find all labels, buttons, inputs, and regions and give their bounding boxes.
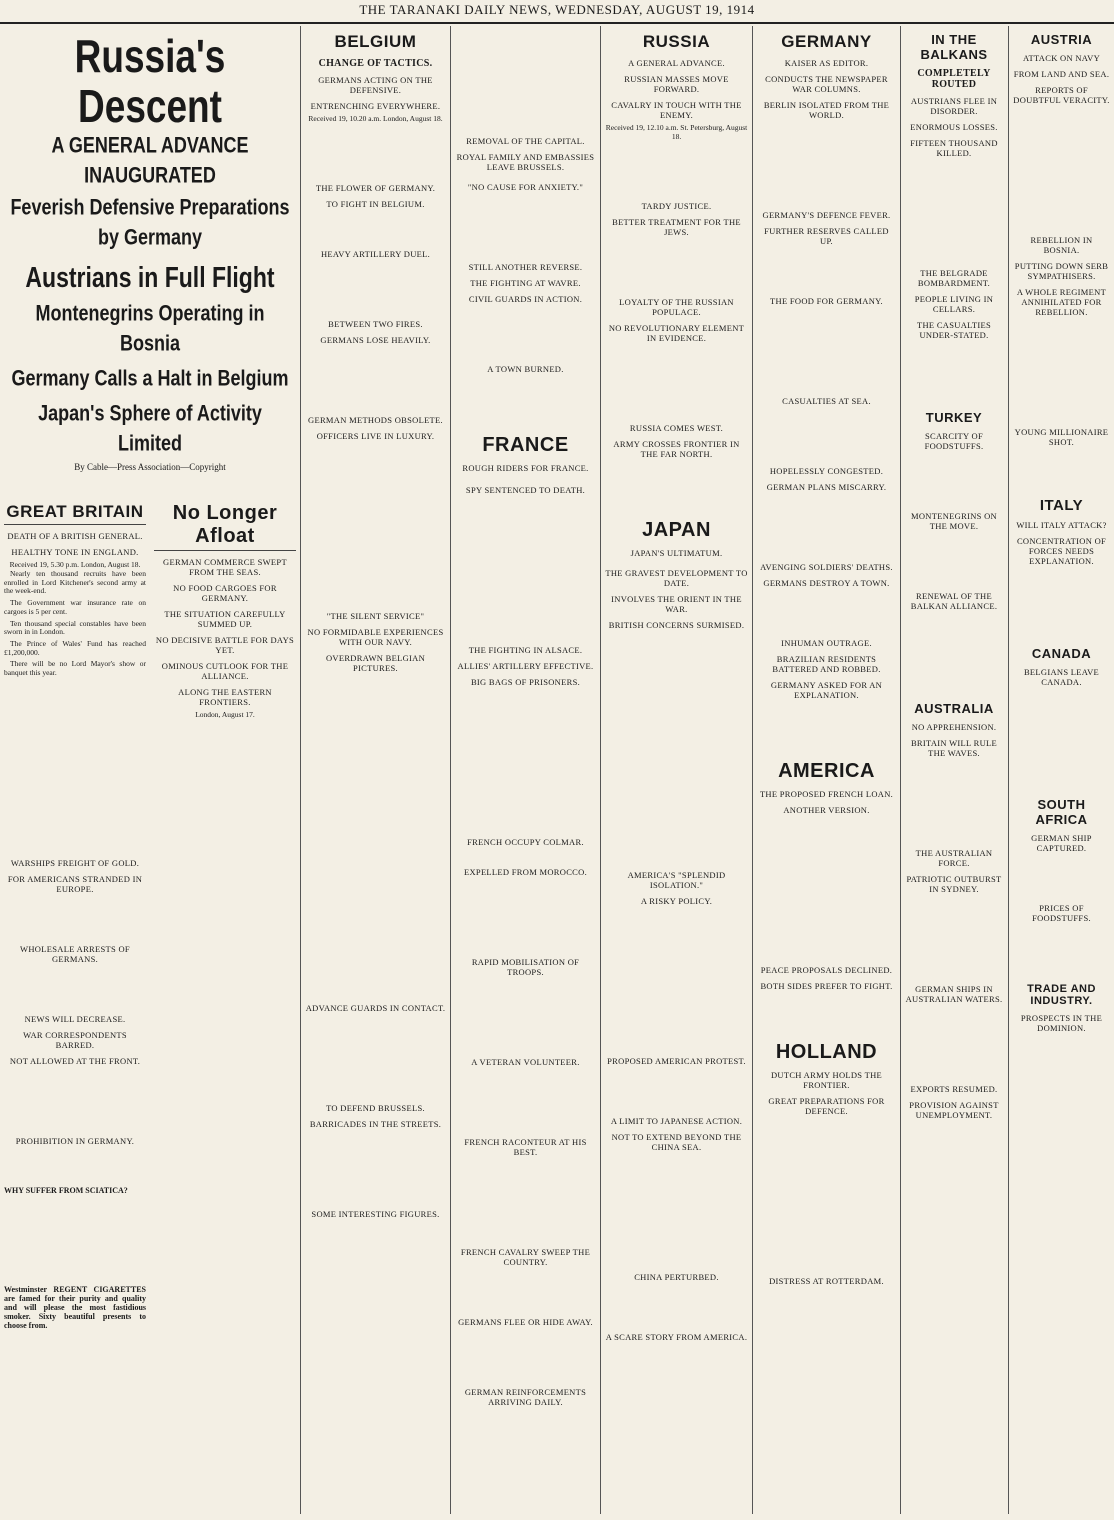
subheading: BELGIANS LEAVE CANADA. [1023,667,1100,687]
subheading: ALLIES' ARTILLERY EFFECTIVE. [457,661,594,671]
subheading: LOYALTY OF THE RUSSIAN POPULACE. [619,297,734,317]
subheading: ADVANCE GUARDS IN CONTACT. [305,1003,446,1013]
subheading: THE GRAVEST DEVELOPMENT TO DATE. [605,568,748,588]
subheading: INHUMAN OUTRAGE. [781,638,872,648]
subheading: THE FOOD FOR GERMANY. [770,296,883,306]
subheading: ARMY CROSSES FRONTIER IN THE FAR NORTH. [613,439,740,459]
subheading: NO APPREHENSION. [911,722,997,732]
subheading: PUTTING DOWN SERB SYMPATHISERS. [1014,261,1109,281]
subheading: GERMAN METHODS OBSOLETE. [308,415,443,425]
subheading: FRENCH RACONTEUR AT HIS BEST. [464,1137,587,1157]
subheading: CASUALTIES AT SEA. [782,396,871,406]
subheading: BETWEEN TWO FIRES. [328,319,423,329]
subheading: A LIMIT TO JAPANESE ACTION. [610,1116,743,1126]
subheading: A WHOLE REGIMENT ANNIHILATED FOR REBELLION. [1016,287,1107,317]
subheading: CAVALRY IN TOUCH WITH THE ENEMY. [611,100,742,120]
section-title: GERMANY [781,32,872,51]
subheading: AMERICA'S "SPLENDID ISOLATION." [627,870,726,890]
subheading: WILL ITALY ATTACK? [1016,520,1107,530]
section-title: FRANCE [482,434,569,456]
paragraph: Ten thousand special constables have been sworn in in London. [4,618,146,637]
subheading: PROVISION AGAINST UNEMPLOYMENT. [909,1100,999,1120]
subheading: ENORMOUS LOSSES. [910,122,998,132]
headline: A GENERAL ADVANCE INAUGURATED [51,132,249,188]
subheading: GERMAN COMMERCE SWEPT FROM THE SEAS. [163,557,287,577]
section-title: TRADE AND INDUSTRY. [1027,983,1096,1007]
subheading: NEWS WILL DECREASE. [24,1013,126,1024]
main-headline: Russia's Descent [74,30,226,132]
dateline: Received 19, 5.30 p.m. London, August 18. [9,560,141,569]
subheading: FRENCH CAVALRY SWEEP THE COUNTRY. [460,1247,591,1267]
column-belgium [301,26,450,1516]
subheading: HOPELESSLY CONGESTED. [769,466,884,476]
subheading: BRAZILIAN RESIDENTS BATTERED AND ROBBED. [772,654,881,674]
subheading: AVENGING SOLDIERS' DEATHS. [760,562,893,572]
subheading: EXPELLED FROM MOROCCO. [463,867,587,877]
section-title: SOUTH AFRICA [1035,797,1088,827]
section-title: AMERICA [778,760,875,782]
subheading: OVERDRAWN BELGIAN PICTURES. [325,653,426,673]
subheading: HEALTHY TONE IN ENGLAND. [11,547,139,557]
subheading: FIFTEEN THOUSAND KILLED. [910,138,998,158]
subheading: THE BELGRADE BOMBARDMENT. [917,268,991,288]
subheading: GERMANY'S DEFENCE FEVER. [762,210,891,220]
subheading: THE SITUATION CAREFULLY SUMMED UP. [164,609,286,629]
subheading: NOT TO EXTEND BEYOND THE CHINA SEA. [611,1132,742,1152]
subheading: A TOWN BURNED. [487,364,564,374]
section-title: ITALY [1039,497,1084,514]
subheading: DEATH OF A BRITISH GENERAL. [7,531,143,541]
dateline: London, August 17. [195,710,255,719]
subheading: STILL ANOTHER REVERSE. [468,262,583,272]
subheading: WAR CORRESPONDENTS BARRED. [23,1029,127,1050]
column-france [451,26,600,1516]
column-austria [1009,26,1114,1516]
headline: Montenegrins Operating in Bosnia [35,300,265,356]
section-title: IN THE BALKANS [920,32,988,62]
section-title: AUSTRALIA [914,701,994,716]
dateline: Received 19, 12.10 a.m. St. Petersburg, August 18. [605,123,748,141]
subheading: RUSSIA COMES WEST. [629,423,724,433]
subheading: ENTRENCHING EVERYWHERE. [310,101,441,111]
subheading: A SCARE STORY FROM AMERICA. [605,1332,748,1342]
subheading: THE AUSTRALIAN FORCE. [915,848,993,868]
subheading: DISTRESS AT ROTTERDAM. [769,1276,884,1286]
subheading: COMPLETELY ROUTED [917,68,991,90]
subheading: WARSHIPS FREIGHT OF GOLD. [10,857,140,868]
subheading: MONTENEGRINS ON THE MOVE. [911,511,997,531]
subheading: NO DECISIVE BATTLE FOR DAYS YET. [155,635,295,655]
subheading: GERMAN SHIPS IN AUSTRALIAN WATERS. [905,984,1003,1004]
subheading: SCARCITY OF FOODSTUFFS. [924,431,984,451]
column-germany [753,26,900,1516]
subheading: YOUNG MILLIONAIRE SHOT. [1014,427,1109,447]
subheading: OFFICERS LIVE IN LUXURY. [316,431,435,441]
subheading: PEOPLE LIVING IN CELLARS. [914,294,994,314]
subheading: FOR AMERICANS STRANDED IN EUROPE. [7,873,143,894]
subheading: THE FIGHTING IN ALSACE. [468,645,583,655]
headline-block [0,26,300,496]
ad-cigarettes: Westminster REGENT CIGARETTES are famed for their purity and quality and will please the most fastidious smoker. Sixty beautiful presents to choose from. [4,1284,146,1330]
subheading: PEACE PROPOSALS DECLINED. [760,965,893,975]
subheading: "NO CAUSE FOR ANXIETY." [467,182,584,192]
paragraph: Nearly ten thousand recruits have been enrolled in Lord Kitchener's second army at the week-end. [4,569,146,596]
headline: Germany Calls a Halt in Belgium [11,365,289,391]
subheading: SPY SENTENCED TO DEATH. [465,485,586,495]
subheading: AUSTRIANS FLEE IN DISORDER. [910,96,998,116]
subheading: ALONG THE EASTERN FRONTIERS. [178,687,272,707]
subheading: GERMANS DESTROY A TOWN. [763,578,890,588]
subheading: BERLIN ISOLATED FROM THE WORLD. [763,100,890,120]
subheading: OMINOUS CUTLOOK FOR THE ALLIANCE. [161,661,289,681]
subheading: JAPAN'S ULTIMATUM. [630,548,723,558]
paragraph: There will be no Lord Mayor's show or banquet this year. [4,659,146,678]
subheading: BIG BAGS OF PRISONERS. [470,677,581,687]
subheading: DUTCH ARMY HOLDS THE FRONTIER. [770,1070,883,1090]
column-no-longer-afloat [150,496,300,1516]
subheading: PATRIOTIC OUTBURST IN SYDNEY. [906,874,1002,894]
subheading: GERMAN REINFORCEMENTS ARRIVING DAILY. [464,1387,587,1407]
subheading: GERMANS LOSE HEAVILY. [320,335,431,345]
subheading: KAISER AS EDITOR. [784,58,869,68]
subheading: INVOLVES THE ORIENT IN THE WAR. [611,594,742,614]
subheading: BRITAIN WILL RULE THE WAVES. [910,738,998,758]
headline: Japan's Sphere of Activity Limited [38,400,262,456]
subheading: SOME INTERESTING FIGURES. [311,1209,440,1219]
dateline: Received 19, 10.20 a.m. London, August 18. [308,114,443,123]
headline: Austrians in Full Flight [25,260,275,294]
subheading: NOT ALLOWED AT THE FRONT. [9,1055,141,1066]
subheading: WHOLESALE ARRESTS OF GERMANS. [20,943,130,964]
subheading: THE PROPOSED FRENCH LOAN. [759,789,894,799]
byline: By Cable—Press Association—Copyright [74,462,226,472]
subheading: ROUGH RIDERS FOR FRANCE. [462,463,589,473]
subheading: BOTH SIDES PREFER TO FIGHT. [760,981,893,991]
section-title: No Longer Afloat [154,502,296,551]
subheading: EXPORTS RESUMED. [910,1084,998,1094]
subheading: FURTHER RESERVES CALLED UP. [764,226,889,246]
subheading: GERMAN PLANS MISCARRY. [766,482,887,492]
subheading: CIVIL GUARDS IN ACTION. [468,294,583,304]
subheading: GERMANS FLEE OR HIDE AWAY. [458,1317,593,1327]
subheading: REPORTS OF DOUBTFUL VERACITY. [1013,85,1110,105]
subheading: A VETERAN VOLUNTEER. [471,1057,580,1067]
column-great-britain [0,496,150,1516]
section-title: CANADA [1031,646,1092,661]
subheading: PROSPECTS IN THE DOMINION. [1020,1013,1103,1033]
subheading: RENEWAL OF THE BALKAN ALLIANCE. [910,591,998,611]
ad-heading: WHY SUFFER FROM SCIATICA? [4,1185,128,1195]
subheading: FRENCH OCCUPY COLMAR. [467,837,584,847]
subheading: THE FIGHTING AT WAVRE. [470,278,581,288]
paragraph: The Government war insurance rate on cargoes is 5 per cent. [4,598,146,616]
subheading: GERMANS ACTING ON THE DEFENSIVE. [318,75,433,95]
subheading: RAPID MOBILISATION OF TROOPS. [471,957,580,977]
subheading: BETTER TREATMENT FOR THE JEWS. [612,217,741,237]
subheading: REBELLION IN BOSNIA. [1030,235,1093,255]
subheading: CONCENTRATION OF FORCES NEEDS EXPLANATION. [1016,536,1107,566]
subheading: A GENERAL ADVANCE. [628,58,725,68]
subheading: TARDY JUSTICE. [641,201,712,211]
subheading: RUSSIAN MASSES MOVE FORWARD. [624,74,729,94]
subheading: NO FOOD CARGOES FOR GERMANY. [173,583,277,603]
section-title: GREAT BRITAIN [4,502,146,525]
section-title: AUSTRIA [1030,32,1093,47]
subheading: CHINA PERTURBED. [634,1272,719,1282]
subheading: HEAVY ARTILLERY DUEL. [320,249,431,259]
headline: Feverish Defensive Preparations by Germany [10,194,290,250]
paragraph: The Prince of Wales' Fund has reached £1,200,000. [4,638,146,657]
subheading: CONDUCTS THE NEWSPAPER WAR COLUMNS. [765,74,888,94]
subheading: THE FLOWER OF GERMANY. [315,183,436,193]
subheading: BARRICADES IN THE STREETS. [309,1119,442,1129]
subheading: GERMAN SHIP CAPTURED. [1031,833,1092,853]
subheading: ANOTHER VERSION. [783,805,870,815]
section-title: HOLLAND [775,1041,878,1063]
column-balkans [901,26,1007,1516]
masthead: THE TARANAKI DAILY NEWS, WEDNESDAY, AUGUST 19, 1914 [0,0,1114,24]
column-russia [601,26,752,1516]
subheading: ATTACK ON NAVY [1022,53,1101,63]
section-title: JAPAN [642,519,711,541]
subheading: PROPOSED AMERICAN PROTEST. [607,1056,746,1066]
subheading: TO FIGHT IN BELGIUM. [326,199,425,209]
subheading: PROHIBITION IN GERMANY. [15,1135,135,1146]
subheading: PRICES OF FOODSTUFFS. [1032,903,1091,923]
subheading: GERMANY ASKED FOR AN EXPLANATION. [770,680,883,700]
subheading: BRITISH CONCERNS SURMISED. [608,620,745,630]
subheading: NO REVOLUTIONARY ELEMENT IN EVIDENCE. [608,323,745,343]
subheading: THE CASUALTIES UNDER-STATED. [916,320,991,340]
subheading: CHANGE OF TACTICS. [318,58,433,69]
section-title: RUSSIA [642,32,711,51]
right-region [901,26,1114,1516]
subheading: FROM LAND AND SEA. [1013,69,1110,79]
subheading: NO FORMIDABLE EXPERIENCES WITH OUR NAVY. [307,627,444,647]
subheading: A RISKY POLICY. [640,896,713,906]
subheading: REMOVAL OF THE CAPITAL. [466,136,585,146]
subheading: "THE SILENT SERVICE" [326,611,425,621]
subheading: GREAT PREPARATIONS FOR DEFENCE. [768,1096,885,1116]
subheading: TO DEFEND BRUSSELS. [326,1103,425,1113]
subheading: ROYAL FAMILY AND EMBASSIES LEAVE BRUSSELS. [456,152,595,172]
section-title: BELGIUM [334,32,417,51]
section-title: TURKEY [925,410,983,425]
